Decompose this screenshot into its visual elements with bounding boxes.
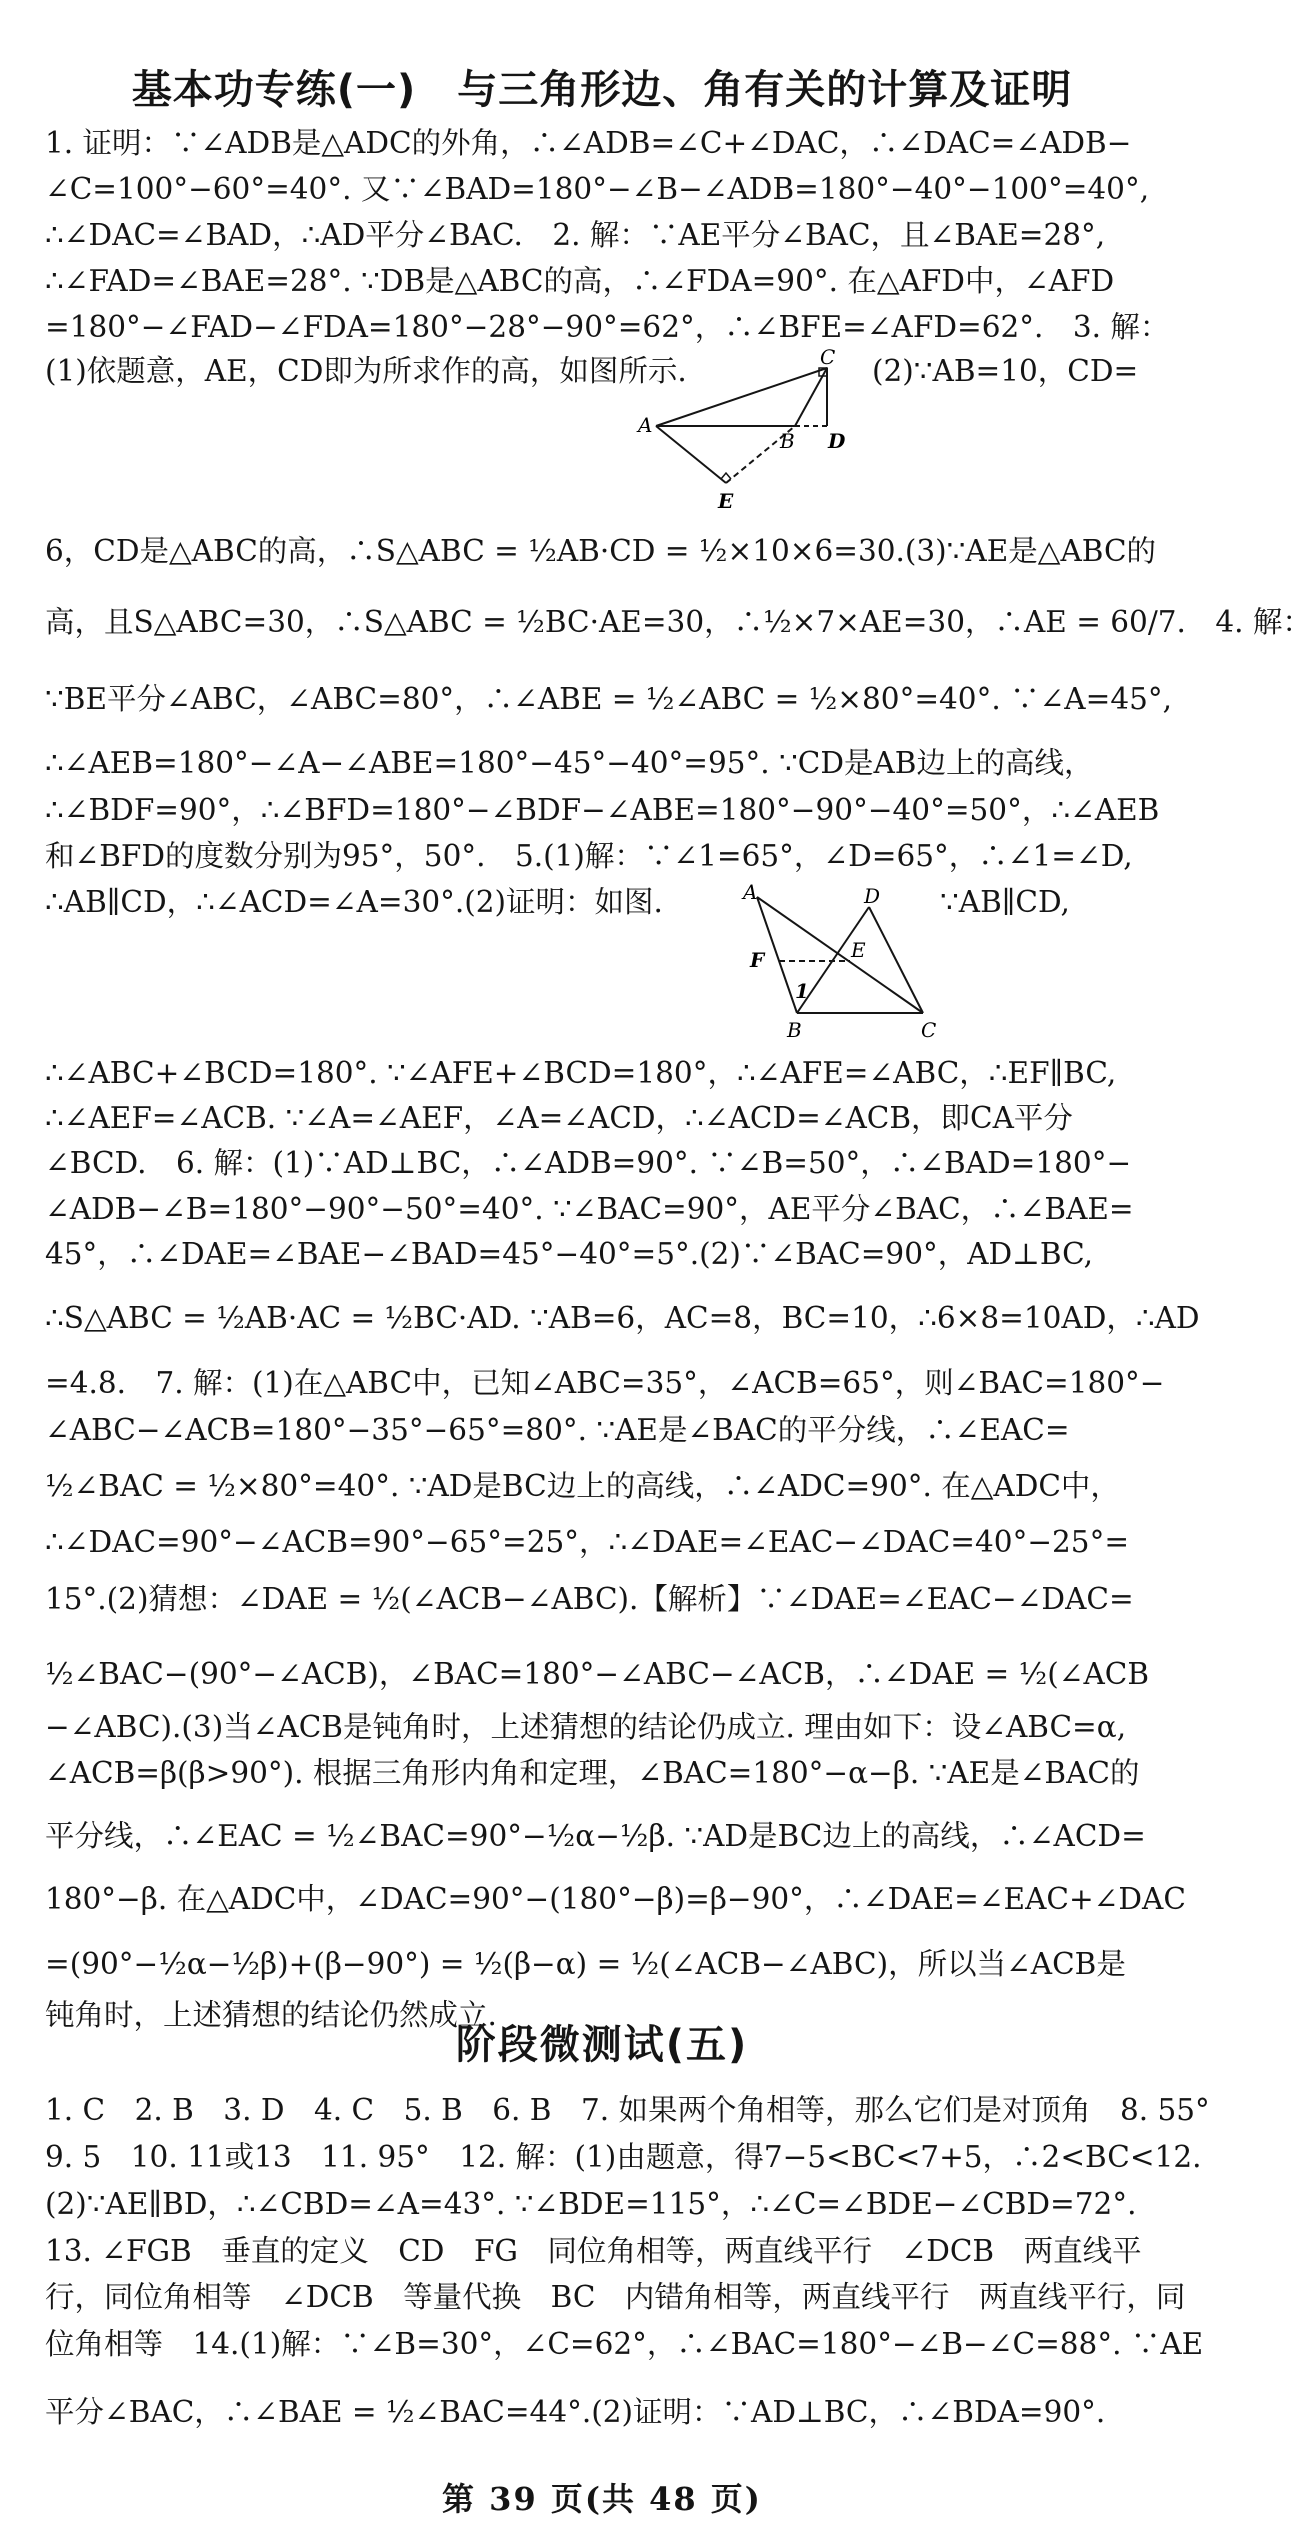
answer-line: 13. ∠FGB 垂直的定义 CD FG 同位角相等，两直线平行 ∠DCB 两直线平 (45, 2234, 1142, 2268)
text-line: =(90°−½α−½β)+(β−90°) = ½(β−α) = ½(∠ACB−∠ABC)，所以当∠ACB是 (45, 1947, 1126, 1981)
answer-line: 1. C 2. B 3. D 4. C 5. B 6. B 7. 如果两个角相等，那么它们是对顶角 8. 55° (45, 2093, 1210, 2127)
label-f: F (750, 948, 765, 972)
answer-line: 行，同位角相等 ∠DCB 等量代换 BC 内错角相等，两直线平行 两直线平行，同 (45, 2280, 1186, 2314)
answer-line: 平分∠BAC，∴∠BAE = ½∠BAC=44°.(2)证明：∵AD⊥BC，∴∠BDA=90°. (45, 2395, 1106, 2429)
text-line: =4.8. 7. 解：(1)在△ABC中，已知∠ABC=35°，∠ACB=65°，则∠BAC=180°− (45, 1366, 1165, 1400)
segment-ae (656, 426, 726, 483)
label-b: B (787, 1018, 802, 1042)
text-line: ∴S△ABC = ½AB·AC = ½BC·AD. ∵AB=6，AC=8，BC=10，∴6×8=10AD，∴AD (45, 1301, 1200, 1335)
text-line: ∠ADB−∠B=180°−90°−50°=40°. ∵∠BAC=90°，AE平分∠BAC，∴∠BAE= (45, 1192, 1134, 1226)
text-line: ∵AB∥CD, (940, 885, 1070, 919)
text-line: ∴∠AEB=180°−∠A−∠ABE=180°−45°−40°=95°. ∵CD是AB边上的高线， (45, 746, 1094, 780)
label-c: C (820, 345, 836, 369)
text-line: ½∠BAC = ½×80°=40°. ∵AD是BC边上的高线，∴∠ADC=90°. 在△ADC中， (45, 1469, 1120, 1503)
label-a: A (638, 413, 653, 437)
text-line: ∠BCD. 6. 解：(1)∵AD⊥BC，∴∠ADB=90°. ∵∠B=50°，∴∠BAD=180°− (45, 1146, 1132, 1180)
text-line: 15°.(2)猜想：∠DAE = ½(∠ACB−∠ABC).【解析】∵∠DAE=∠EAC−∠DAC= (45, 1582, 1134, 1616)
text-line: ∴∠DAC=∠BAD，∴AD平分∠BAC. 2. 解：∵AE平分∠BAC，且∠BAE=28°, (45, 218, 1106, 252)
answer-line: (2)∵AE∥BD，∴∠CBD=∠A=43°. ∵∠BDE=115°，∴∠C=∠BDE−∠CBD=72°. (45, 2187, 1137, 2221)
text-line: ∴∠FAD=∠BAE=28°. ∵DB是△ABC的高，∴∠FDA=90°. 在△AFD中，∠AFD (45, 264, 1115, 298)
text-line: ∠ABC−∠ACB=180°−35°−65°=80°. ∵AE是∠BAC的平分线，∴∠EAC= (45, 1413, 1070, 1447)
right-angle-mark-e (721, 473, 731, 479)
answer-line: 位角相等 14.(1)解：∵∠B=30°，∠C=62°，∴∠BAC=180°−∠B−∠C=88°. ∵AE (45, 2327, 1204, 2361)
text-line: −∠ABC).(3)当∠ACB是钝角时，上述猜想的结论仍成立. 理由如下：设∠ABC=α, (45, 1710, 1127, 1744)
label-d: D (864, 884, 881, 908)
label-a: A (743, 880, 758, 904)
text-line: ∴AB∥CD，∴∠ACD=∠A=30°.(2)证明：如图. (45, 885, 663, 919)
text-line: 6，CD是△ABC的高，∴S△ABC = ½AB·CD = ½×10×6=30.(3)∵AE是△ABC的 (45, 534, 1157, 568)
text-line: ∴∠ABC+∠BCD=180°. ∵∠AFE+∠BCD=180°，∴∠AFE=∠ABC，∴EF∥BC, (45, 1056, 1117, 1090)
label-e: E (718, 489, 734, 513)
label-angle-1: 1 (795, 979, 809, 1003)
figure-triangle-heights (630, 345, 860, 513)
label-d: D (828, 429, 846, 453)
text-line: =180°−∠FAD−∠FDA=180°−28°−90°=62°，∴∠BFE=∠AFD=62°. 3. 解： (45, 310, 1170, 344)
text-line: (1)依题意，AE，CD即为所求作的高，如图所示. (45, 354, 687, 388)
section-title: 阶段微测试(五) (455, 2022, 749, 2068)
text-line: 高，且S△ABC=30，∴S△ABC = ½BC·AE=30，∴½×7×AE=30，∴AE = 60/7. 4. 解： (45, 605, 1312, 639)
text-line: 180°−β. 在△ADC中，∠DAC=90°−(180°−β)=β−90°，∴∠DAE=∠EAC+∠DAC (45, 1882, 1186, 1916)
label-b: B (780, 429, 795, 453)
text-line: (2)∵AB=10，CD= (872, 354, 1139, 388)
text-line: 钝角时，上述猜想的结论仍然成立. (45, 1998, 497, 2032)
text-line: 45°，∴∠DAE=∠BAE−∠BAD=45°−40°=5°.(2)∵∠BAC=90°，AD⊥BC, (45, 1237, 1094, 1271)
answer-line: 9. 5 10. 11或13 11. 95° 12. 解：(1)由题意，得7−5<BC<7+5，∴2<BC<12. (45, 2140, 1202, 2174)
figure-parallel-lines (735, 880, 950, 1045)
segment-cd (869, 907, 923, 1013)
segment-ac (757, 897, 923, 1013)
text-line: 平分线，∴∠EAC = ½∠BAC=90°−½α−½β. ∵AD是BC边上的高线，∴∠ACD= (45, 1819, 1146, 1853)
text-line: ∵BE平分∠ABC，∠ABC=80°，∴∠ABE = ½∠ABC = ½×80°=40°. ∵∠A=45°, (45, 682, 1172, 716)
text-line: ∴∠BDF=90°，∴∠BFD=180°−∠BDF−∠ABE=180°−90°−40°=50°，∴∠AEB (45, 793, 1160, 827)
text-line: ∠ACB=β(β>90°). 根据三角形内角和定理，∠BAC=180°−α−β. ∵AE是∠BAC的 (45, 1756, 1140, 1790)
text-line: ∴∠DAC=90°−∠ACB=90°−65°=25°，∴∠DAE=∠EAC−∠DAC=40°−25°= (45, 1525, 1130, 1559)
section-title: 基本功专练(一) 与三角形边、角有关的计算及证明 (131, 67, 1073, 113)
segment-ac (656, 368, 827, 426)
page-footer: 第 39 页(共 48 页) (442, 2480, 762, 2518)
text-line: ∠C=100°−60°=40°. 又∵∠BAD=180°−∠B−∠ADB=180°−40°−100°=40°, (45, 172, 1150, 206)
text-line: ½∠BAC−(90°−∠ACB)，∠BAC=180°−∠ABC−∠ACB，∴∠DAE = ½(∠ACB (45, 1657, 1150, 1691)
text-line: ∴∠AEF=∠ACB. ∵∠A=∠AEF，∠A=∠ACD，∴∠ACD=∠ACB，即CA平分 (45, 1101, 1073, 1135)
text-line: 1. 证明：∵∠ADB是△ADC的外角，∴∠ADB=∠C+∠DAC，∴∠DAC=∠ADB− (45, 126, 1132, 160)
label-c: C (921, 1018, 937, 1042)
text-line: 和∠BFD的度数分别为95°，50°. 5.(1)解：∵∠1=65°，∠D=65°，∴∠1=∠D, (45, 839, 1133, 873)
label-e: E (851, 938, 866, 962)
